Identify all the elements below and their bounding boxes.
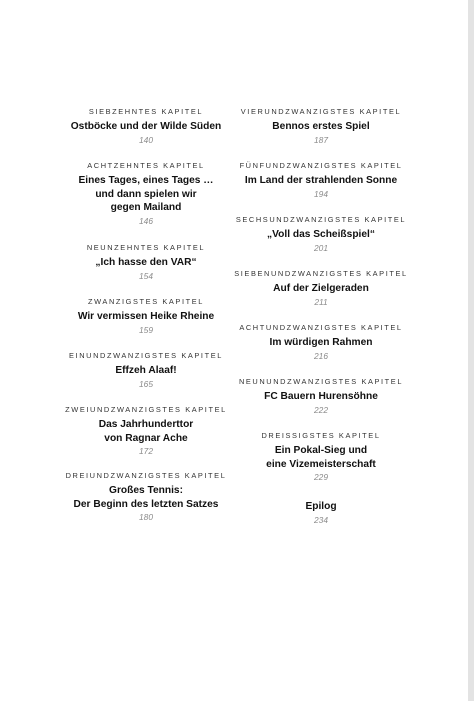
- chapter-label: VIERUNDZWANZIGSTES KAPITEL: [240, 107, 402, 116]
- toc-entry[interactable]: [226, 269, 416, 323]
- chapter-label: ACHTUNDZWANZIGSTES KAPITEL: [239, 323, 403, 332]
- chapter-label: FÜNFUNDZWANZIGSTES KAPITEL: [239, 161, 403, 170]
- toc-entry[interactable]: [226, 215, 416, 269]
- chapter-label: SIEBENUNDZWANZIGSTES KAPITEL: [234, 269, 408, 278]
- page-number: 180: [139, 512, 153, 522]
- chapter-title: Eines Tages, eines Tages … und dann spielen wir gegen Mailand: [78, 175, 214, 213]
- chapter-title: Ostböcke und der Wilde Süden: [70, 121, 222, 132]
- page-number: 201: [314, 242, 328, 253]
- toc-entry[interactable]: [51, 351, 241, 405]
- page-number: 234: [314, 514, 328, 525]
- page-number: 172: [139, 446, 153, 456]
- page-number: 229: [314, 472, 328, 482]
- toc-entry-epilog[interactable]: [226, 500, 416, 554]
- page-number: 146: [139, 215, 153, 226]
- page-number: 194: [314, 188, 328, 199]
- chapter-label: ZWEIUNDZWANZIGSTES KAPITEL: [65, 405, 227, 414]
- toc-entry[interactable]: [51, 161, 241, 243]
- chapter-title: „Voll das Scheißspiel“: [267, 229, 375, 240]
- page-number: 187: [314, 134, 328, 145]
- chapter-title: Auf der Zielgeraden: [273, 283, 369, 294]
- chapter-label: NEUNZEHNTES KAPITEL: [86, 243, 206, 252]
- chapter-title: Großes Tennis: Der Beginn des letzten Satzes: [73, 485, 219, 510]
- page-number: 165: [139, 378, 153, 389]
- page-number: 222: [314, 404, 328, 415]
- chapter-title: Ein Pokal-Sieg und eine Vizemeisterschaft: [266, 445, 376, 470]
- toc-left-column: [51, 107, 241, 537]
- toc-entry[interactable]: [51, 243, 241, 297]
- chapter-label: DREISSIGSTES KAPITEL: [261, 431, 381, 440]
- page-number: 140: [139, 134, 153, 145]
- toc-entry[interactable]: [51, 405, 241, 471]
- chapter-label: NEUNUNDZWANZIGSTES KAPITEL: [238, 377, 404, 386]
- chapter-title: Im würdigen Rahmen: [269, 337, 373, 348]
- toc-right-column: [226, 107, 416, 554]
- page-number: 216: [314, 350, 328, 361]
- epilog-title: Epilog: [305, 501, 337, 512]
- page-edge: [468, 0, 474, 701]
- chapter-title: Im Land der strahlenden Sonne: [244, 175, 398, 186]
- page-number: 211: [314, 296, 328, 307]
- toc-entry[interactable]: [51, 471, 241, 537]
- page-number: 159: [139, 324, 153, 335]
- chapter-label: ZWANZIGSTES KAPITEL: [88, 297, 204, 306]
- chapter-title: FC Bauern Hurensöhne: [264, 391, 378, 402]
- chapter-title: Effzeh Alaaf!: [115, 365, 177, 376]
- page-number: 154: [139, 270, 153, 281]
- chapter-label: SIEBZEHNTES KAPITEL: [88, 107, 204, 116]
- chapter-label: SECHSUNDZWANZIGSTES KAPITEL: [235, 215, 407, 224]
- chapter-label: DREIUNDZWANZIGSTES KAPITEL: [65, 471, 227, 480]
- toc-entry[interactable]: [226, 323, 416, 377]
- toc-entry[interactable]: [226, 377, 416, 431]
- toc-entry[interactable]: [51, 297, 241, 351]
- chapter-title: Wir vermissen Heike Rheine: [77, 311, 215, 322]
- toc-entry[interactable]: [226, 161, 416, 215]
- toc-entry[interactable]: [226, 431, 416, 497]
- chapter-label: ACHTZEHNTES KAPITEL: [87, 161, 205, 170]
- toc-entry[interactable]: [226, 107, 416, 161]
- chapter-label: EINUNDZWANZIGSTES KAPITEL: [69, 351, 223, 360]
- chapter-title: Bennos erstes Spiel: [272, 121, 370, 132]
- chapter-title: Das Jahrhunderttor von Ragnar Ache: [98, 419, 194, 444]
- chapter-title: „Ich hasse den VAR“: [95, 257, 197, 268]
- toc-entry[interactable]: [51, 107, 241, 161]
